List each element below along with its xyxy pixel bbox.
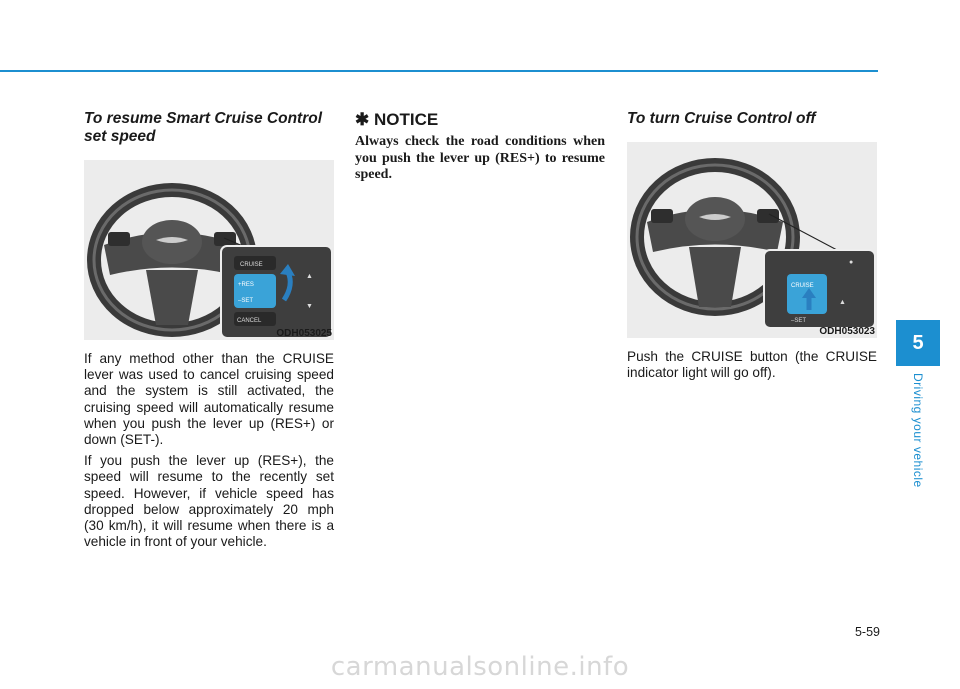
chapter-number-tab: 5	[896, 320, 940, 366]
page-number: 5-59	[854, 625, 880, 639]
notice-text: Always check the road conditions when you push the lever up (RES+) to resume speed.	[355, 134, 605, 182]
cancel-label: CANCEL	[237, 318, 262, 324]
section-resume-speed	[84, 110, 334, 550]
set-label: –SET	[238, 298, 254, 304]
paragraph: If you push the lever up (RES+), the speed will resume to the recently set speed. However, if vehicle speed has dropped below approximately 20 mph (30 km/h), it will resume when there is a vehicle in front of your vehicle.	[84, 453, 334, 550]
set-label: –SET	[791, 318, 807, 324]
svg-text:▲: ▲	[306, 273, 313, 280]
section-heading-off: To turn Cruise Control off	[627, 110, 816, 127]
svg-text:▼: ▼	[306, 303, 313, 310]
steering-wheel-illustration	[84, 160, 334, 340]
steering-wheel-figure-res	[84, 160, 334, 340]
svg-text:▲: ▲	[839, 299, 846, 306]
figure-code: ODH053025	[276, 328, 332, 339]
steering-wheel-illustration	[627, 142, 877, 338]
chapter-label: Driving your vehicle	[911, 373, 925, 488]
cruise-button-inset	[764, 250, 875, 328]
paragraph: If any method other than the CRUISE lever was used to cancel cruising speed and the system is still activated, the cruising speed will automatically resume when you push the lever up (RES+) or down (SET-).	[84, 351, 334, 448]
cruise-lever-inset	[221, 246, 332, 338]
steering-wheel-figure-cruise	[627, 142, 877, 338]
svg-text:●: ●	[849, 259, 854, 266]
notice-box	[355, 110, 605, 184]
figure-code: ODH053023	[819, 326, 875, 337]
res-label: +RES	[238, 282, 254, 288]
notice-title: ✱ NOTICE	[355, 110, 439, 129]
cruise-label: CRUISE	[791, 283, 814, 289]
section-heading-resume: To resume Smart Cruise Control set speed	[84, 110, 323, 145]
top-rule	[0, 70, 878, 72]
cruise-label: CRUISE	[240, 262, 263, 268]
watermark: carmanualsonline.info	[330, 652, 630, 682]
section-cruise-off	[627, 110, 877, 381]
paragraph: Push the CRUISE button (the CRUISE indicator light will go off).	[627, 349, 877, 381]
